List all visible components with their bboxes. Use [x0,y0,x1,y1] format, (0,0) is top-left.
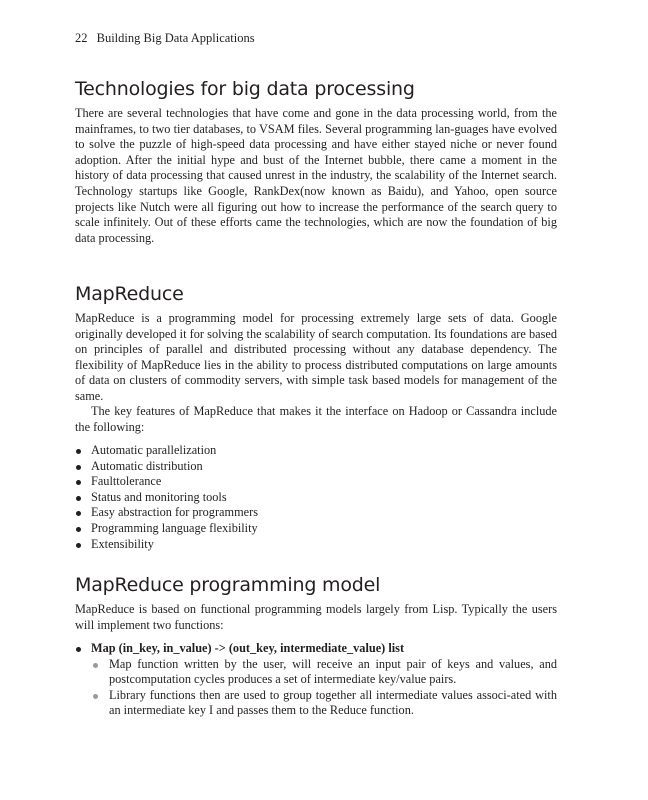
mapreduce-paragraph: MapReduce is a programming model for processing extremely large sets of data. Google originally developed it for solving the scalability of search computation. Its foundations are based on principles of parallel and distributed processing without any database dependency. The flexibility of MapReduce lies in the ability to process distributed computations on large amounts of data on clusters of commodity servers, with simple task based models for management of the same. [75,311,557,403]
list-item [75,537,557,553]
technologies-paragraph: There are several technologies that have come and gone in the data processing world, from the mainframes, to two tier databases, to VSAM files. Several programming lan-guages have evolved to solve the puzzle of high-speed data processing and have either stayed niche or never found adoption. After the initial hype and bust of the Internet bubble, there came a moment in the history of data processing that caused unrest in the industry, the scalability of the Internet search. Technology startups like Google, RankDex(now known as Baidu), and Yahoo, open source projects like Nutch were all figuring out how to increase the performance of the search query to scale infinitely. Out of these efforts came the technologies, which are now the foundation of big data processing. [75,106,557,245]
section-heading-programming-model: MapReduce programming model [75,574,381,596]
bullet-icon [76,647,81,652]
list-item [75,521,557,537]
page-number: 22 [75,31,88,45]
bullet-icon [76,496,81,501]
feature-text: Easy abstraction for programmers [91,505,258,520]
list-item [75,641,557,719]
map-sublist [91,657,557,719]
section-heading-technologies: Technologies for big data processing [75,78,415,100]
sub-item-text: Library functions then are used to group together all intermediate values associ-ated with an intermediate key I and passes them to the Reduce function. [109,687,557,718]
sub-bullet-icon [93,694,98,699]
bullet-icon [76,543,81,548]
feature-text: Extensibility [91,536,154,551]
sub-item-text: Map function written by the user, will receive an input pair of keys and values, and postcomputation cycles produces a set of intermediate key/value pairs. [109,656,557,687]
map-signature: Map (in_key, in_value) -> (out_key, intermediate_value) list [91,641,405,655]
feature-text: Programming language flexibility [91,520,258,535]
list-item [75,459,557,475]
bullet-icon [76,511,81,516]
book-title: Building Big Data Applications [96,31,255,45]
list-item [75,505,557,521]
list-item [91,657,557,688]
features-list [75,443,557,552]
feature-text: Automatic distribution [91,458,203,473]
bullet-icon [76,465,81,470]
list-item [75,474,557,490]
sub-bullet-icon [93,663,98,668]
feature-text: Status and monitoring tools [91,489,227,504]
feature-text: Faulttolerance [91,474,162,489]
list-item [75,490,557,506]
running-head [75,31,255,46]
feature-text: Automatic parallelization [91,443,217,457]
functions-list [75,641,557,719]
list-item [75,443,557,459]
bullet-icon [76,449,81,454]
key-features-paragraph: The key features of MapReduce that makes it the interface on Hadoop or Cassandra include the following: [75,404,557,434]
bullet-icon [76,480,81,485]
list-item [91,688,557,719]
section-heading-mapreduce: MapReduce [75,283,184,305]
programming-model-paragraph: MapReduce is based on functional programming models largely from Lisp. Typically the users will implement two functions: [75,602,557,632]
bullet-icon [76,527,81,532]
